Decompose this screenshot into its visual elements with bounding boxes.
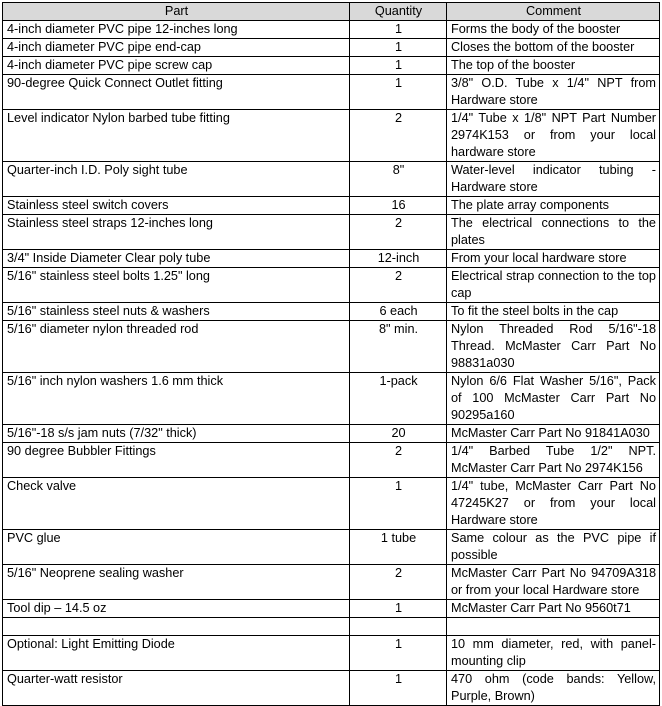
part-cell: 4-inch diameter PVC pipe 12-inches long <box>3 21 350 39</box>
table-row <box>3 565 660 600</box>
part-cell: Quarter-inch I.D. Poly sight tube <box>3 162 350 197</box>
header-quantity: Quantity <box>350 3 447 21</box>
comment-cell: 1/4" Tube x 1/8" NPT Part Number 2974K153 or from your local hardware store <box>447 110 660 162</box>
part-cell: 90 degree Bubbler Fittings <box>3 443 350 478</box>
part-cell: Quarter-watt resistor <box>3 671 350 706</box>
table-row <box>3 373 660 425</box>
quantity-cell: 1 <box>350 57 447 75</box>
quantity-cell: 20 <box>350 425 447 443</box>
quantity-cell: 2 <box>350 565 447 600</box>
table-row <box>3 600 660 618</box>
part-cell: 4-inch diameter PVC pipe screw cap <box>3 57 350 75</box>
quantity-cell: 1 <box>350 478 447 530</box>
table-row <box>3 636 660 671</box>
header-comment: Comment <box>447 3 660 21</box>
comment-cell: Electrical strap connection to the top cap <box>447 268 660 303</box>
quantity-cell: 1 tube <box>350 530 447 565</box>
table-row <box>3 618 660 636</box>
comment-cell: From your local hardware store <box>447 250 660 268</box>
part-cell: 5/16" Neoprene sealing washer <box>3 565 350 600</box>
table-row <box>3 321 660 373</box>
table-row <box>3 197 660 215</box>
table-row <box>3 39 660 57</box>
quantity-cell: 8" min. <box>350 321 447 373</box>
table-row <box>3 75 660 110</box>
comment-cell: 1/4" Barbed Tube 1/2" NPT. McMaster Carr Part No 2974K156 <box>447 443 660 478</box>
table-row <box>3 21 660 39</box>
table-row <box>3 425 660 443</box>
part-cell: 5/16" inch nylon washers 1.6 mm thick <box>3 373 350 425</box>
quantity-cell: 2 <box>350 268 447 303</box>
quantity-cell: 1-pack <box>350 373 447 425</box>
comment-cell <box>447 618 660 636</box>
part-cell: 5/16" stainless steel bolts 1.25" long <box>3 268 350 303</box>
quantity-cell: 1 <box>350 671 447 706</box>
part-cell: Check valve <box>3 478 350 530</box>
quantity-cell: 1 <box>350 21 447 39</box>
quantity-cell: 6 each <box>350 303 447 321</box>
header-part: Part <box>3 3 350 21</box>
comment-cell: 3/8" O.D. Tube x 1/4" NPT from Hardware store <box>447 75 660 110</box>
comment-cell: Water-level indicator tubing - Hardware store <box>447 162 660 197</box>
table-row <box>3 110 660 162</box>
quantity-cell: 2 <box>350 215 447 250</box>
comment-cell: The electrical connections to the plates <box>447 215 660 250</box>
comment-cell: 10 mm diameter, red, with panel-mounting clip <box>447 636 660 671</box>
part-cell: Stainless steel switch covers <box>3 197 350 215</box>
comment-cell: McMaster Carr Part No 91841A030 <box>447 425 660 443</box>
part-cell: Stainless steel straps 12-inches long <box>3 215 350 250</box>
comment-cell: 1/4" tube, McMaster Carr Part No 47245K27 or from your local Hardware store <box>447 478 660 530</box>
parts-table <box>2 2 660 706</box>
table-row <box>3 250 660 268</box>
quantity-cell: 2 <box>350 443 447 478</box>
quantity-cell: 16 <box>350 197 447 215</box>
comment-cell: Nylon Threaded Rod 5/16"-18 Thread. McMaster Carr Part No 98831a030 <box>447 321 660 373</box>
quantity-cell: 1 <box>350 39 447 57</box>
quantity-cell: 1 <box>350 600 447 618</box>
table-row <box>3 478 660 530</box>
comment-cell: 470 ohm (code bands: Yellow, Purple, Brown) <box>447 671 660 706</box>
comment-cell: McMaster Carr Part No 94709A318 or from your local Hardware store <box>447 565 660 600</box>
table-row <box>3 268 660 303</box>
part-cell: Level indicator Nylon barbed tube fitting <box>3 110 350 162</box>
quantity-cell: 2 <box>350 110 447 162</box>
comment-cell: To fit the steel bolts in the cap <box>447 303 660 321</box>
comment-cell: Nylon 6/6 Flat Washer 5/16", Pack of 100 McMaster Carr Part No 90295a160 <box>447 373 660 425</box>
comment-cell: Same colour as the PVC pipe if possible <box>447 530 660 565</box>
table-row <box>3 162 660 197</box>
part-cell: 4-inch diameter PVC pipe end-cap <box>3 39 350 57</box>
part-cell: 5/16"-18 s/s jam nuts (7/32" thick) <box>3 425 350 443</box>
table-row <box>3 530 660 565</box>
quantity-cell: 8" <box>350 162 447 197</box>
comment-cell: The top of the booster <box>447 57 660 75</box>
table-row <box>3 303 660 321</box>
quantity-cell <box>350 618 447 636</box>
table-row <box>3 215 660 250</box>
comment-cell: Closes the bottom of the booster <box>447 39 660 57</box>
comment-cell: Forms the body of the booster <box>447 21 660 39</box>
part-cell: Tool dip – 14.5 oz <box>3 600 350 618</box>
table-row <box>3 443 660 478</box>
part-cell: 5/16" stainless steel nuts & washers <box>3 303 350 321</box>
table-row <box>3 671 660 706</box>
table-row <box>3 57 660 75</box>
part-cell: Optional: Light Emitting Diode <box>3 636 350 671</box>
header-row <box>3 3 660 21</box>
quantity-cell: 1 <box>350 75 447 110</box>
quantity-cell: 1 <box>350 636 447 671</box>
comment-cell: McMaster Carr Part No 9560t71 <box>447 600 660 618</box>
comment-cell: The plate array components <box>447 197 660 215</box>
part-cell: 3/4" Inside Diameter Clear poly tube <box>3 250 350 268</box>
quantity-cell: 12-inch <box>350 250 447 268</box>
part-cell: 5/16" diameter nylon threaded rod <box>3 321 350 373</box>
part-cell <box>3 618 350 636</box>
part-cell: 90-degree Quick Connect Outlet fitting <box>3 75 350 110</box>
part-cell: PVC glue <box>3 530 350 565</box>
